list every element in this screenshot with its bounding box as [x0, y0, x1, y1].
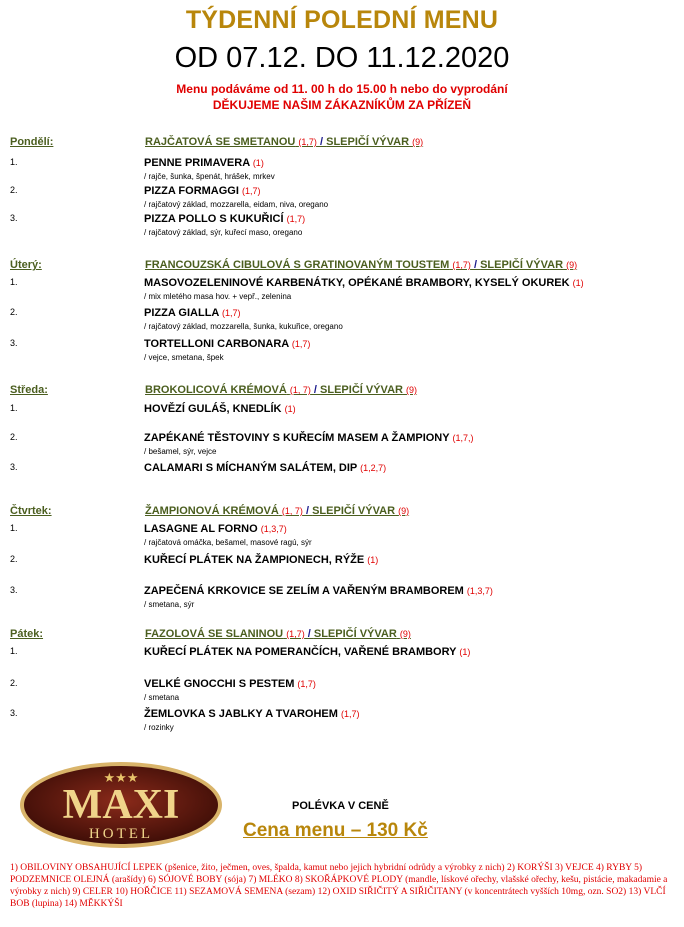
item-name: MASOVOZELENINOVÉ KARBENÁTKY, OPÉKANÉ BRAMBORY, KYSELÝ OKUREK	[144, 277, 570, 289]
item-name-line	[144, 462, 386, 474]
item-ingredients: / rajčatový základ, mozzarella, eidam, niva, oregano	[144, 200, 329, 209]
item-name-line	[144, 585, 493, 597]
item-number: 2.	[10, 678, 18, 688]
item-ingredients: / smetana	[144, 693, 180, 702]
day-soup-row	[10, 136, 610, 150]
item-name: PIZZA FORMAGGI	[144, 185, 239, 197]
day-soup-row	[10, 505, 610, 519]
menu-price: Cena menu – 130 Kč	[243, 820, 428, 841]
item-name-line	[144, 708, 360, 720]
item-name-line	[144, 338, 310, 350]
item-name-line	[144, 185, 261, 197]
item-number: 2.	[10, 307, 18, 317]
soup2-name: SLEPIČÍ VÝVAR	[312, 505, 396, 517]
soup2-allergens: (9)	[398, 506, 410, 516]
soup-separator: /	[310, 384, 321, 396]
maxi-hotel-logo	[18, 760, 224, 850]
item-number: 3.	[10, 213, 18, 223]
item-allergens: (1)	[252, 158, 264, 168]
soup2-allergens: (9)	[566, 260, 578, 270]
soup-allergens: (1, 7)	[281, 506, 303, 516]
soup2-allergens: (9)	[399, 629, 411, 639]
soup2-allergens: (9)	[412, 137, 424, 147]
item-ingredients: / mix mletého masa hov. + vepř., zelenina	[144, 292, 292, 301]
item-number: 1.	[10, 646, 18, 656]
day-soup-row	[10, 384, 610, 398]
item-name: ZAPÉKANÉ TĚSTOVINY S KUŘECÍM MASEM A ŽAMPIONY	[144, 432, 450, 444]
item-number: 2.	[10, 554, 18, 564]
item-allergens: (1,7,)	[452, 433, 474, 443]
item-name-line	[144, 157, 264, 169]
day-soup-row	[10, 628, 610, 642]
item-number: 1.	[10, 277, 18, 287]
item-allergens: (1)	[459, 647, 471, 657]
soup-separator: /	[302, 505, 313, 517]
soup-allergens: (1, 7)	[289, 385, 311, 395]
item-name: TORTELLONI CARBONARA	[144, 338, 289, 350]
item-name: ŽEMLOVKA S JABLKY A TVAROHEM	[144, 708, 338, 720]
item-name-line	[144, 432, 473, 444]
item-name: CALAMARI S MÍCHANÝM SALÁTEM, DIP	[144, 462, 358, 474]
item-number: 2.	[10, 432, 18, 442]
item-number: 3.	[10, 708, 18, 718]
day-label: Středa:	[10, 384, 48, 396]
day-label: Pátek:	[10, 628, 44, 640]
item-name-line	[144, 646, 470, 658]
soup-line	[145, 628, 411, 640]
soup2-name: SLEPIČÍ VÝVAR	[320, 384, 403, 396]
item-number: 3.	[10, 462, 18, 472]
item-name-line	[144, 523, 287, 535]
item-name-line	[144, 403, 296, 415]
soup2-name: SLEPIČÍ VÝVAR	[313, 628, 397, 640]
soup2-name: SLEPIČÍ VÝVAR	[480, 259, 564, 271]
soup-separator: /	[470, 259, 481, 271]
soup-line	[145, 384, 417, 396]
soup2-name: SLEPIČÍ VÝVAR	[326, 136, 410, 148]
soup-line	[145, 136, 423, 148]
item-name: HOVĚZÍ GULÁŠ, KNEDLÍK	[144, 403, 282, 415]
soup-name: ŽAMPIONOVÁ KRÉMOVÁ	[145, 505, 279, 517]
item-name-line	[144, 554, 378, 566]
item-allergens: (1)	[572, 278, 584, 288]
logo-stars: ★★★	[103, 770, 139, 785]
item-name-line	[144, 678, 316, 690]
item-allergens: (1,7)	[222, 308, 241, 318]
day-soup-row	[10, 259, 610, 273]
soup-separator: /	[316, 136, 327, 148]
item-ingredients: / rajčatová omáčka, bešamel, masové ragú, sýr	[144, 538, 312, 547]
item-ingredients: / bešamel, sýr, vejce	[144, 447, 217, 456]
menu-dates: OD 07.12. DO 11.12.2020	[174, 42, 510, 74]
soup-line	[145, 259, 577, 271]
day-label: Úterý:	[10, 259, 42, 271]
item-name: ZAPEČENÁ KRKOVICE SE ZELÍM A VAŘENÝM BRAMBOREM	[144, 585, 464, 597]
item-name: VELKÉ GNOCCHI S PESTEM	[144, 678, 295, 690]
item-allergens: (1)	[284, 404, 296, 414]
logo-sub: HOTEL	[88, 826, 154, 842]
item-number: 2.	[10, 185, 18, 195]
soup-allergens: (1,7)	[452, 260, 471, 270]
item-name: PENNE PRIMAVERA	[144, 157, 250, 169]
item-number: 1.	[10, 157, 18, 167]
item-allergens: (1,2,7)	[360, 463, 387, 473]
item-number: 1.	[10, 523, 18, 533]
item-ingredients: / rajčatový základ, mozzarella, šunka, kukuřice, oregano	[144, 322, 343, 331]
soup2-allergens: (9)	[406, 385, 418, 395]
soup-name: FRANCOUZSKÁ CIBULOVÁ S GRATINOVANÝM TOUSTEM	[145, 259, 450, 271]
soup-included: POLÉVKA V CENĚ	[292, 800, 389, 812]
item-allergens: (1,7)	[241, 186, 261, 196]
item-name-line	[144, 277, 584, 289]
soup-allergens: (1,7)	[298, 137, 317, 147]
day-label: Pondělí:	[10, 136, 54, 148]
allergens-legend: 1) OBILOVINY OBSAHUJÍCÍ LEPEK (pšenice, žito, ječmen, oves, špalda, kamut nebo jejich hybridní odrůdy a výrobky z nich) 2) KORÝŠI 3) VEJCE 4) RYBY 5) PODZEMNICE OLEJNÁ (arašídy) 6) SÓJOVÉ BOBY (sója) 7) MLÉKO 8) SKOŘÁPKOVÉ PLODY (mandle, lískové ořechy, vlašské ořechy, kešu, pistácie, makadamie a výrobky z nich) 9) CELER 10) HOŘČICE 11) SEZAMOVÁ SEMENA (sezam) 12) OXID SIŘIČITÝ A SIŘIČITANY (v koncentrátech vyšších 10mg, ozn. SO2) 13) VLČÍ BOB (lupina) 14) MĚKKÝŠI	[10, 863, 668, 909]
item-name: KUŘECÍ PLÁTEK NA POMERANČÍCH, VAŘENÉ BRAMBORY	[144, 646, 457, 658]
logo-brand: MAXI	[62, 782, 180, 828]
soup-line	[145, 505, 409, 517]
item-ingredients: / rajče, šunka, špenát, hrášek, mrkev	[144, 172, 275, 181]
item-name-line	[144, 213, 305, 225]
day-label: Čtvrtek:	[10, 505, 52, 517]
item-number: 3.	[10, 585, 18, 595]
soup-separator: /	[304, 628, 314, 640]
item-allergens: (1,7)	[291, 339, 311, 349]
item-allergens: (1,3,7)	[466, 586, 493, 596]
item-allergens: (1)	[367, 555, 379, 565]
item-ingredients: / smetana, sýr	[144, 600, 195, 609]
soup-name: FAZOLOVÁ SE SLANINOU	[145, 628, 284, 640]
item-number: 3.	[10, 338, 18, 348]
item-name: KUŘECÍ PLÁTEK NA ŽAMPIONECH, RÝŽE	[144, 554, 365, 566]
soup-allergens: (1,7)	[286, 629, 305, 639]
soup-name: RAJČATOVÁ SE SMETANOU	[145, 136, 296, 148]
thanks-note: DĚKUJEME NAŠIM ZÁKAZNÍKŮM ZA PŘÍZEŇ	[212, 98, 472, 112]
soup-name: BROKOLICOVÁ KRÉMOVÁ	[145, 384, 287, 396]
item-allergens: (1,3,7)	[260, 524, 287, 534]
item-ingredients: / vejce, smetana, špek	[144, 353, 224, 362]
item-ingredients: / rajčatový základ, sýr, kuřecí maso, oregano	[144, 228, 303, 237]
serving-hours-note: Menu podáváme od 11. 00 h do 15.00 h nebo do vyprodání	[176, 82, 508, 96]
item-number: 1.	[10, 403, 18, 413]
item-name-line	[144, 307, 241, 319]
item-allergens: (1,7)	[286, 214, 306, 224]
item-name: PIZZA GIALLA	[144, 307, 219, 319]
item-allergens: (1,7)	[341, 709, 360, 719]
item-name: PIZZA POLLO S KUKUŘICÍ	[144, 213, 284, 225]
item-allergens: (1,7)	[297, 679, 316, 689]
menu-title: TÝDENNÍ POLEDNÍ MENU	[185, 6, 499, 34]
item-name: LASAGNE AL FORNO	[144, 523, 258, 535]
item-ingredients: / rozinky	[144, 723, 174, 732]
